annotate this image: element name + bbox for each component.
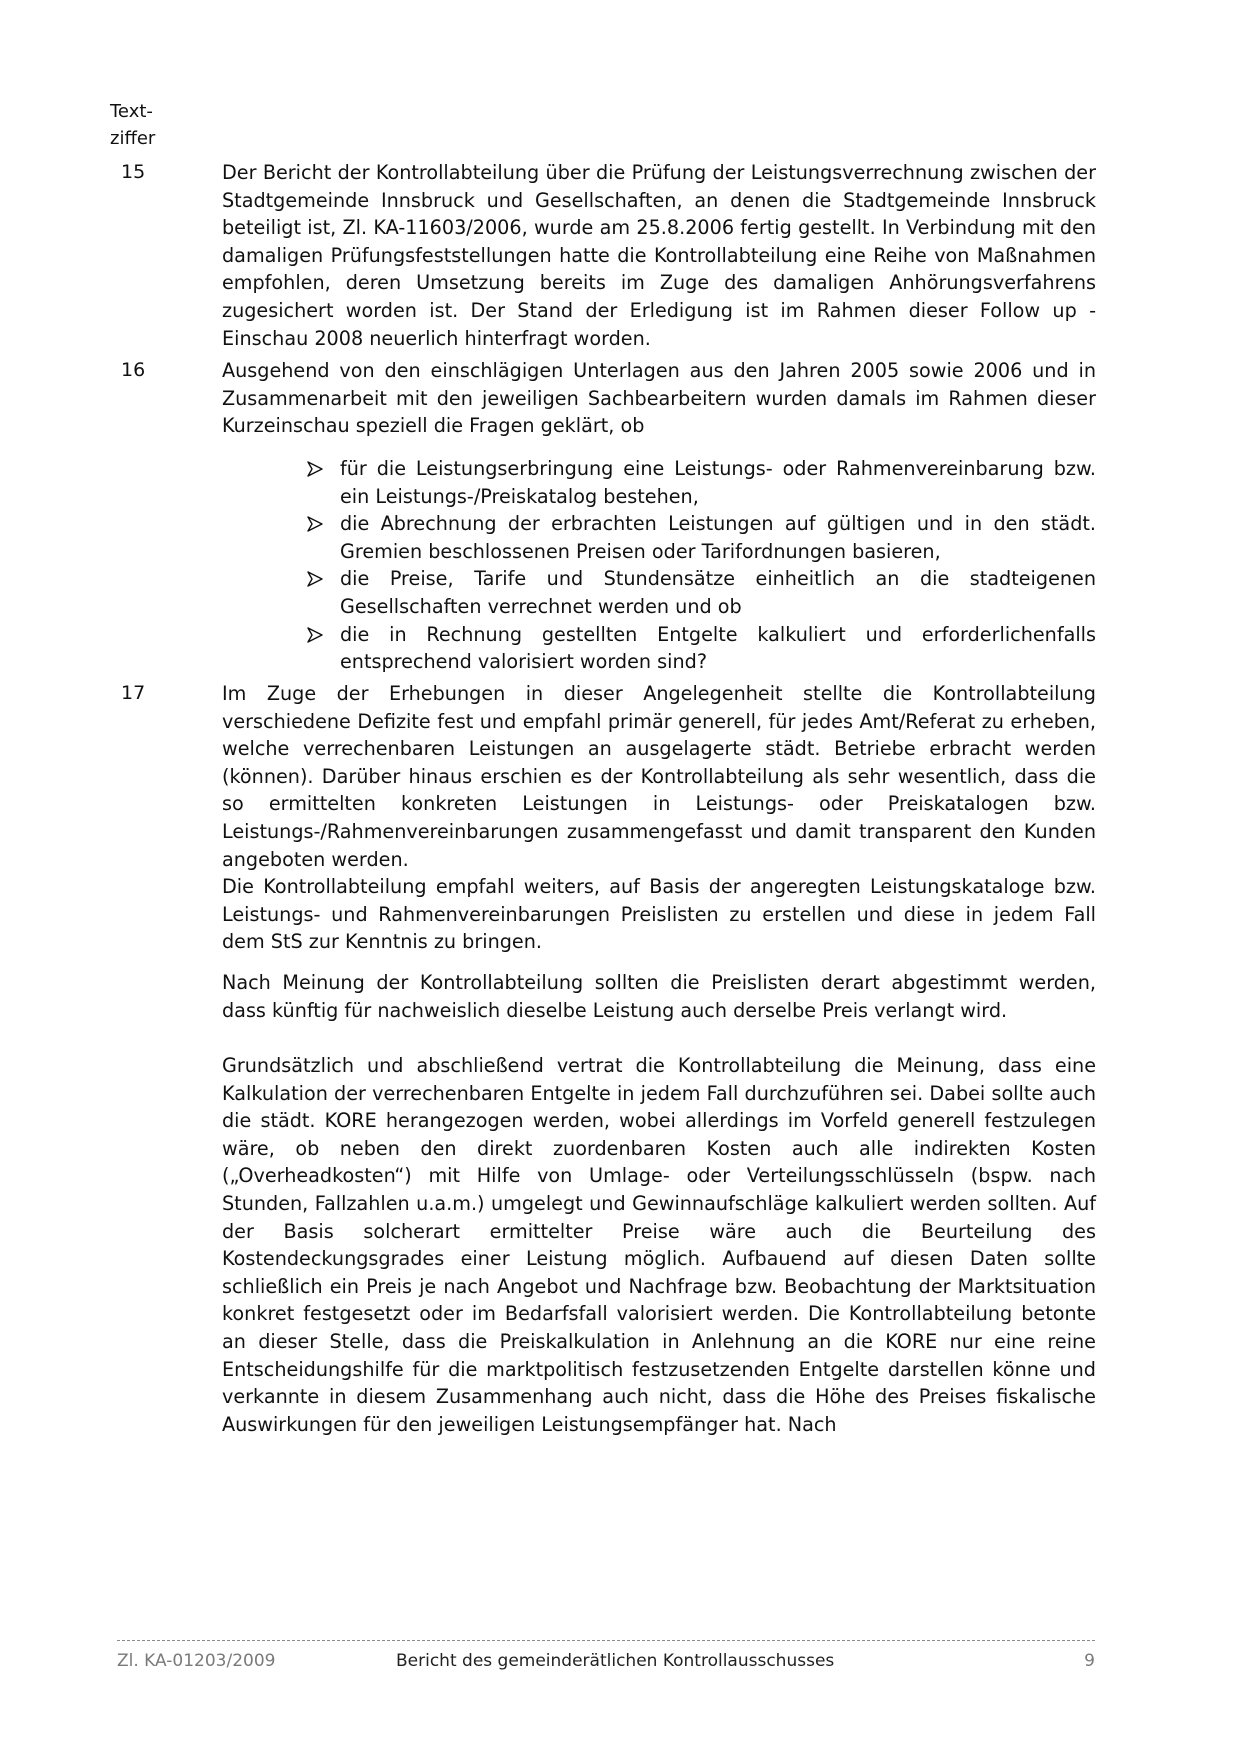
margin-label-line2: ziffer (110, 128, 156, 149)
section-16-bullet-list (306, 455, 1096, 676)
section-17-paragraph-4: Grundsätzlich und abschließend vertrat die Kontrollabteilung die Meinung, dass eine Kalkulation der verrechenbaren Entgelte in jedem Fall durchzuführen sei. Dabei sollte auch die städt. KORE herangezogen werden, wobei allerdings im Vorfeld generell festzulegen wäre, ob neben den direkt zuordenbaren Kosten auch alle indirekten Kosten („Overheadkosten“) mit Hilfe von Umlage- oder Verteilungsschlüsseln (bspw. nach Stunden, Fallzahlen u.a.m.) umgelegt und Gewinnaufschläge kalkuliert werden sollten. Auf der Basis solcherart ermittelter Preise wäre auch die Beurteilung des Kostendeckungsgrades einer Leistung möglich. Aufbauend auf diesen Daten sollte schließlich ein Preis je nach Angebot und Nachfrage bzw. Beobachtung der Marktsituation konkret festgesetzt oder im Bedarfsfall valorisiert werden. Die Kontrollabteilung betonte an dieser Stelle, dass die Preiskalkulation in Anlehnung an die KORE nur eine reine Entscheidungshilfe für die marktpolitisch festzusetzenden Entgelte darstellen könne und verkannte in diesem Zusammenhang auch nicht, dass die Höhe des Preises fiskalische Auswirkungen für den jeweiligen Leistungsempfänger hat. Nach (222, 1054, 1096, 1436)
section-17-paragraph-1: Im Zuge der Erhebungen in dieser Angelegenheit stellte die Kontrollabteilung verschiedene Defizite fest und empfahl primär generell, für jedes Amt/Referat zu erheben, welche verrechenbaren Leistungen an ausgelagerte städt. Betriebe erbracht werden (können). Darüber hinaus erschien es der Kontrollabteilung als sehr wesentlich, dass die so ermittelten konkreten Leistungen in Leistungs- oder Preiskatalogen bzw. Leistungs-/Rahmenvereinbarungen zusammengefasst und damit transparent den Kunden angeboten werden. (222, 682, 1096, 871)
arrowhead-bullet-icon (306, 515, 324, 533)
arrowhead-bullet-icon (306, 626, 324, 644)
list-item (306, 455, 1096, 510)
footer-divider (117, 1640, 1095, 1641)
section-16-paragraph-1: Ausgehend von den einschlägigen Unterlagen aus den Jahren 2005 sowie 2006 und in Zusammenarbeit mit den jeweiligen Sachbearbeitern wurden damals im Rahmen dieser Kurzeinschau speziell die Fragen geklärt, ob (222, 359, 1096, 438)
section-17-paragraph-2: Die Kontrollabteilung empfahl weiters, auf Basis der angeregten Leistungskataloge bzw. Leistungs- und Rahmenvereinbarungen Preislisten zu erstellen und diese in jedem Fall dem StS zur Kenntnis zu bringen. (222, 875, 1096, 954)
list-item (306, 565, 1096, 620)
paragraph-number-17: 17 (121, 682, 146, 704)
list-item (306, 621, 1096, 676)
section-15-text (222, 159, 1096, 352)
bullet-text: die in Rechnung gestellten Entgelte kalkuliert und erforderlichenfalls entsprechend valorisiert worden sind? (340, 622, 1096, 674)
paragraph-number-16: 16 (121, 359, 146, 381)
section-16-text (222, 357, 1096, 440)
footer-title: Bericht des gemeinderätlichen Kontrollausschusses (396, 1651, 835, 1671)
margin-column-label (110, 98, 180, 152)
bullet-text: die Abrechnung der erbrachten Leistungen auf gültigen und in den städt. Gremien beschlossenen Preisen oder Tarifordnungen basieren, (340, 512, 1096, 563)
bullet-text: für die Leistungserbringung eine Leistungs- oder Rahmenvereinbarung bzw. ein Leistungs-/Preiskatalog bestehen, (340, 457, 1096, 508)
bullet-text: die Preise, Tarife und Stundensätze einheitlich an die stadteigenen Gesellschaften verrechnet werden und ob (340, 567, 1096, 618)
arrowhead-bullet-icon (306, 570, 324, 588)
section-17-paragraph-3: Nach Meinung der Kontrollabteilung sollten die Preislisten derart abgestimmt werden, dass künftig für nachweislich dieselbe Leistung auch derselbe Preis verlangt wird. (222, 971, 1096, 1022)
page-number: 9 (1084, 1651, 1095, 1671)
paragraph-number-15: 15 (121, 161, 146, 183)
margin-label-line1: Text- (110, 101, 153, 122)
list-item (306, 510, 1096, 565)
section-15-paragraph-1: Der Bericht der Kontrollabteilung über die Prüfung der Leistungsverrechnung zwischen der Stadtgemeinde Innsbruck und Gesellschaften, an denen die Stadtgemeinde Innsbruck beteiligt ist, Zl. KA-11603/2006, wurde am 25.8.2006 fertig gestellt. In Verbindung mit den damaligen Prüfungsfeststellungen hatte die Kontrollabteilung eine Reihe von Maßnahmen empfohlen, deren Umsetzung bereits im Zuge des damaligen Anhörungsverfahrens zugesichert worden ist. Der Stand der Erledigung ist im Rahmen dieser Follow up - Einschau 2008 neuerlich hinterfragt worden. (222, 161, 1096, 350)
footer-reference: Zl. KA-01203/2009 (117, 1651, 276, 1671)
arrowhead-bullet-icon (306, 460, 324, 478)
